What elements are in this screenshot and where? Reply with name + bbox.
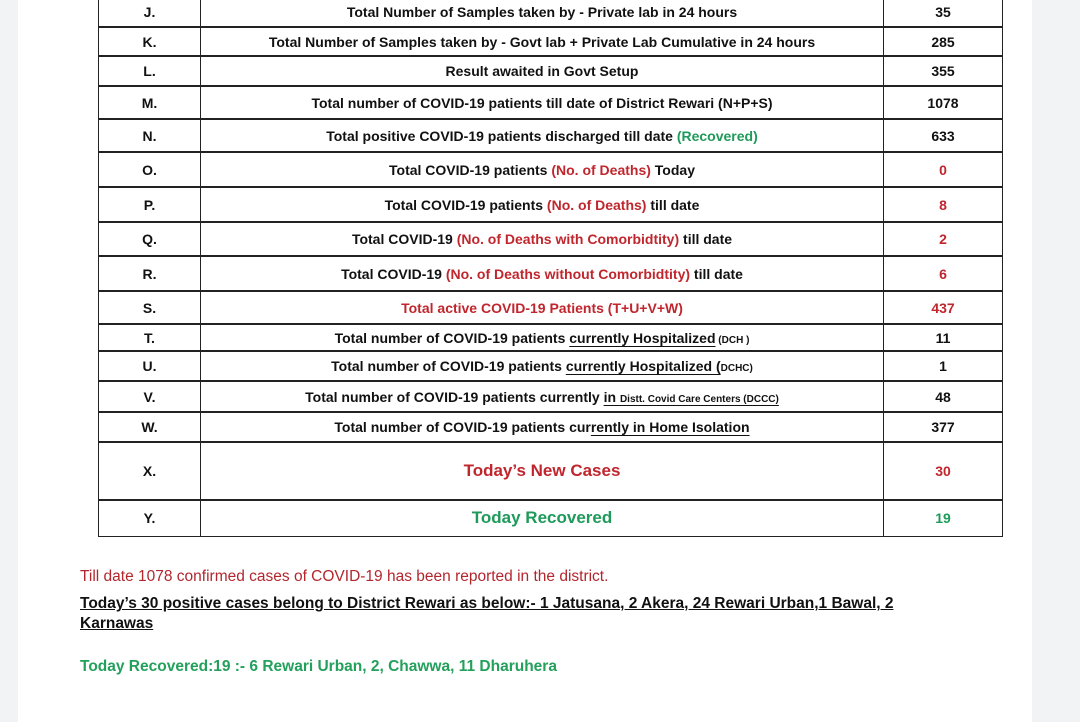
- description-segment: Total Number of Samples taken by - Private lab in 24 hours: [346, 4, 738, 20]
- description-segment: (DCH ): [715, 334, 750, 346]
- row-id: K.: [99, 27, 201, 56]
- table-row: [99, 442, 1003, 500]
- table-row: [99, 351, 1003, 381]
- row-value: 35: [884, 0, 1003, 27]
- description-segment: Total number of COVID-19 patients: [334, 329, 570, 346]
- description-segment: rently in Home Isolation: [590, 419, 750, 435]
- row-description: [201, 324, 884, 351]
- description-segment: Today Recovered: [471, 508, 613, 528]
- row-value: 285: [884, 27, 1003, 56]
- table-row: [99, 381, 1003, 412]
- row-id: U.: [99, 351, 201, 381]
- row-description: [201, 86, 884, 119]
- table-row: [99, 119, 1003, 152]
- row-description: [201, 412, 884, 442]
- row-id: T.: [99, 324, 201, 351]
- table-row: [99, 56, 1003, 86]
- row-description: [201, 222, 884, 256]
- description-segment: Total COVID-19 patients: [384, 196, 547, 213]
- description-segment: Total active COVID-19 Patients (T+U+V+W): [401, 299, 683, 316]
- document-page: [18, 0, 1032, 722]
- table-row: [99, 0, 1003, 27]
- row-id: L.: [99, 56, 201, 86]
- description-segment: till date: [679, 231, 733, 247]
- row-value: 633: [884, 119, 1003, 152]
- row-id: M.: [99, 86, 201, 119]
- row-value: 30: [884, 442, 1003, 500]
- row-id: Y.: [99, 500, 201, 536]
- row-id: J.: [99, 0, 201, 27]
- row-value: 0: [884, 152, 1003, 187]
- table-row: [99, 187, 1003, 222]
- row-id: S.: [99, 291, 201, 324]
- row-description: [201, 381, 884, 412]
- row-id: V.: [99, 381, 201, 412]
- description-segment: Total number of COVID-19 patients cur: [334, 419, 591, 435]
- description-segment: till date: [646, 196, 700, 213]
- row-description: [201, 500, 884, 536]
- row-value: 6: [884, 256, 1003, 291]
- description-segment: till date: [690, 265, 743, 282]
- table-row: [99, 412, 1003, 442]
- description-segment: Total number of COVID-19 patients currently: [305, 388, 604, 405]
- row-description: [201, 119, 884, 152]
- table-row: [99, 324, 1003, 351]
- table-row: [99, 86, 1003, 119]
- table-row: [99, 291, 1003, 324]
- description-segment: currently Hospitalized (: [565, 358, 721, 374]
- description-segment: in: [603, 388, 620, 405]
- description-segment: Total Number of Samples taken by - Govt lab + Private Lab Cumulative in 24 hours: [268, 33, 816, 50]
- row-description: [201, 56, 884, 86]
- description-segment: (No. of Deaths): [551, 161, 651, 178]
- description-segment: currently Hospitalized: [569, 329, 716, 346]
- row-description: [201, 152, 884, 187]
- table-row: [99, 256, 1003, 291]
- row-value: 377: [884, 412, 1003, 442]
- description-segment: Total number of COVID-19 patients: [331, 358, 566, 374]
- row-value: 11: [884, 324, 1003, 351]
- row-value: 8: [884, 187, 1003, 222]
- description-segment: DCHC): [720, 363, 753, 374]
- table-row: [99, 222, 1003, 256]
- row-id: P.: [99, 187, 201, 222]
- row-value: 1: [884, 351, 1003, 381]
- table-row: [99, 500, 1003, 536]
- description-segment: Total number of COVID-19 patients till date of District Rewari (N+P+S): [311, 94, 773, 111]
- row-id: N.: [99, 119, 201, 152]
- row-value: 2: [884, 222, 1003, 256]
- description-segment: Distt. Covid Care Centers (DCCC): [619, 393, 779, 405]
- row-description: [201, 442, 884, 500]
- description-segment: Total COVID-19: [341, 265, 446, 282]
- description-segment: Total COVID-19: [351, 231, 457, 247]
- row-value: 355: [884, 56, 1003, 86]
- row-description: [201, 291, 884, 324]
- description-segment: Total positive COVID-19 patients discharged till date: [326, 127, 677, 144]
- description-segment: (No. of Deaths with Comorbidtity): [456, 231, 680, 247]
- row-id: X.: [99, 442, 201, 500]
- description-segment: (No. of Deaths): [546, 196, 647, 213]
- row-id: O.: [99, 152, 201, 187]
- row-description: [201, 256, 884, 291]
- description-segment: Today: [650, 161, 695, 178]
- row-description: [201, 27, 884, 56]
- description-segment: Total COVID-19 patients: [389, 161, 552, 178]
- table-row: [99, 27, 1003, 56]
- description-segment: (No. of Deaths without Comorbidtity): [445, 265, 691, 282]
- row-value: 437: [884, 291, 1003, 324]
- row-id: W.: [99, 412, 201, 442]
- row-id: R.: [99, 256, 201, 291]
- positive-cases-breakdown: Today’s 30 positive cases belong to District Rewari as below:- 1 Jatusana, 2 Akera, 24 Rewari Urban,1 Bawal, 2 Karnawas: [80, 595, 894, 632]
- row-id: Q.: [99, 222, 201, 256]
- table-row: [99, 152, 1003, 187]
- confirmed-cases-note: Till date 1078 confirmed cases of COVID-19 has been reported in the district.: [80, 568, 609, 585]
- row-value: 19: [884, 500, 1003, 536]
- row-description: [201, 0, 884, 27]
- description-segment: Result awaited in Govt Setup: [445, 63, 639, 79]
- covid-status-table: [98, 0, 1003, 537]
- description-segment: (Recovered): [676, 127, 758, 144]
- recovered-breakdown: Today Recovered:19 :- 6 Rewari Urban, 2, Chawwa, 11 Dharuhera: [80, 658, 557, 675]
- description-segment: Today’s New Cases: [463, 461, 621, 480]
- row-value: 1078: [884, 86, 1003, 119]
- row-description: [201, 351, 884, 381]
- row-value: 48: [884, 381, 1003, 412]
- row-description: [201, 187, 884, 222]
